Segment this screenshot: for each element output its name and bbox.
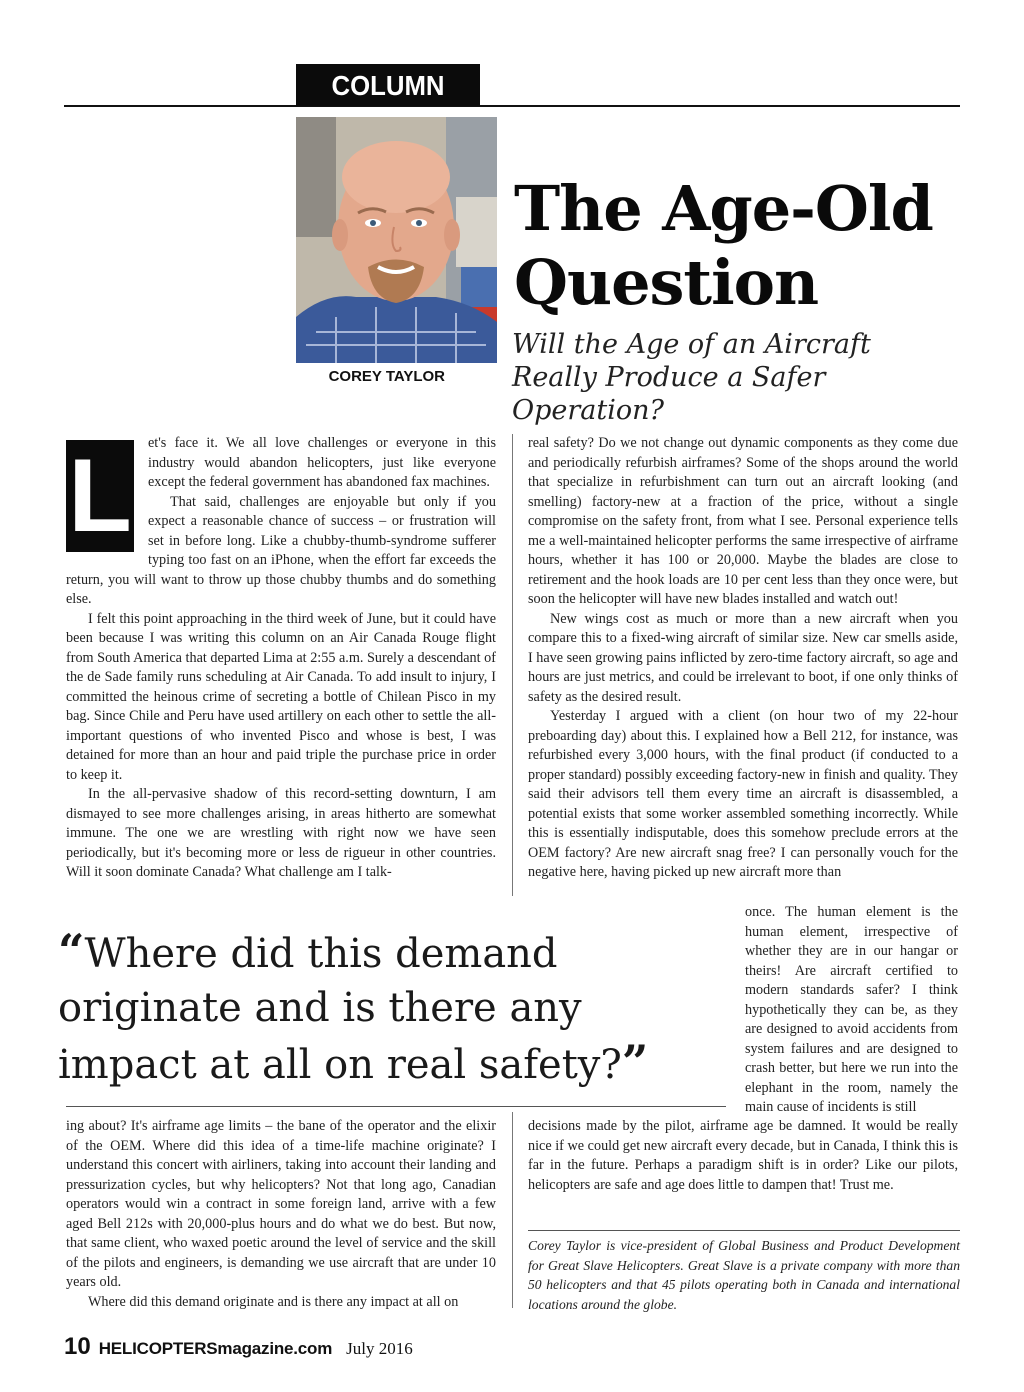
paragraph: In the all-pervasive shadow of this record-setting downturn, I am dismayed to see more challenges arising, in areas hitherto are somewhat immune. The one we are wrestling with right now we have seen periodically, but it's becoming more or less de rigueur in other countries. Will it soon dominate Canada? What challenge am I talk- bbox=[66, 786, 496, 880]
close-quote-mark: ” bbox=[621, 1035, 649, 1089]
column-divider-top bbox=[512, 434, 513, 896]
pull-quote-text: Where did this demand originate and is there any impact at all on real safety? bbox=[58, 931, 622, 1088]
author-portrait-icon bbox=[296, 117, 497, 363]
author-photo bbox=[296, 117, 497, 363]
body-column-left-top bbox=[66, 434, 496, 883]
paragraph: ing about? It's airframe age limits – the bane of the operator and the elixir of the OEM. Where did this idea of a time-life machine originate? I understand this concert with airliners, taking into account their landing and pressurization cycles, but why helicopters? Not that long ago, Canadian operators would win a contract in some foreign land, arrive with a few aged Bell 212s with 20,000-plus hours and do what we do best. But now, that same client, who waxed poetic around the level of service and the skill of the pilots and engineers, is demanding we use aircraft that are under 10 years old. bbox=[66, 1118, 496, 1290]
pull-quote-rule bbox=[66, 1106, 726, 1107]
drop-cap: L bbox=[66, 440, 134, 552]
paragraph: decisions made by the pilot, airframe age be damned. It would be really nice if we could get new aircraft every decade, but in Canada, I think this is far in the future. Perhaps a paradigm shift is in order? Like our pilots, helicopters are safe and age does little to dampen that! Trust me. bbox=[528, 1118, 958, 1193]
pull-quote bbox=[58, 924, 718, 1092]
bio-rule bbox=[528, 1230, 960, 1231]
paragraph: et's face it. We all love challenges or everyone in this industry would abandon helicopters, just like everyone except the federal government has abandoned fax machines. bbox=[148, 435, 496, 490]
article-subtitle: Will the Age of an Aircraft Really Produce a Safer Operation? bbox=[512, 329, 871, 426]
paragraph: I felt this point approaching in the third week of June, but it could have been because I was writing this column on an Air Canada Rouge flight from South America that departed Lima at 2:55 a.m. Surely a descendant of the de Sade family runs scheduling at Air Canada. To add insult to injury, I committed the heinous crime of secreting a bottle of Chilean Pisco in my bag. Since Chile and Peru have used artillery on each other to settle the all-important questions of who invented Pisco and whose is best, I was detained for more than an hour and paid triple the purchase price in order to keep it. bbox=[66, 610, 496, 783]
body-column-right-bottom bbox=[528, 1117, 958, 1195]
body-column-left-bottom bbox=[66, 1117, 496, 1312]
issue-date: July 2016 bbox=[346, 1339, 413, 1358]
body-column-right-narrow bbox=[745, 903, 958, 1118]
magazine-site: HELICOPTERSmagazine.com bbox=[98, 1339, 333, 1358]
paragraph: New wings cost as much or more than a new aircraft when you compare this to a fixed-wing aircraft of similar size. New car smells aside, I have seen growing pains inflicted by zero-time factory aircraft, so age and hours are just metrics, and could be irrelevant to boot, if one only thinks of safety as the desired result. bbox=[528, 610, 958, 705]
open-quote-mark: “ bbox=[58, 924, 85, 978]
page-number: 10 bbox=[64, 1333, 91, 1360]
paragraph: That said, challenges are enjoyable but only if you expect a reasonable chance of success – or frustration will set in before long. Like a chubby-thumb-syndrome sufferer typing too fast on an iPhone, when the effort far exceeds the return, you will want to throw up those chubby thumbs and do something else. bbox=[66, 493, 496, 607]
paragraph: Where did this demand originate and is there any impact at all on bbox=[88, 1293, 459, 1310]
page-footer bbox=[64, 1333, 413, 1367]
header-rule bbox=[64, 105, 960, 107]
column-divider-bottom bbox=[512, 1112, 513, 1308]
body-column-right-top bbox=[528, 434, 958, 883]
author-bio: Corey Taylor is vice-president of Global Business and Product Development for Great Slave Helicopters. Great Slave is a private company with more than 50 helicopters and that 45 pilots operating both in Canada and international locations around the globe. bbox=[528, 1238, 960, 1312]
author-byline: COREY TAYLOR bbox=[328, 368, 445, 385]
paragraph: once. The human element is the human element, irrespective of whether they are in our hangar or theirs! Are aircraft certified to modern standards safer? I think hypothetically they can be, as they are designed to avoid accidents from system failures and are designed to crash better, but here we run into the elephant in the room, namely the main cause of incidents is still bbox=[745, 904, 958, 1115]
article-title: The Age-Old Question bbox=[514, 172, 933, 319]
paragraph: real safety? Do we not change out dynamic components as they come due and periodically refurbish airframes? Some of the shops around the world that specialize in refurbishment can turn out an aircraft looking (and smelling) factory-new at a fraction of the price, without a single compromise on the safety front, from what I see. Personal experience tells me a well-maintained helicopter performs the same irrespective of airframe hours, whether it has 100 or 20,000. Maybe the blades are close to retirement and the hook loads are 10 per cent less than they once were, but soon the helicopter will have new blades installed and watch out! bbox=[528, 435, 958, 607]
section-tag: COLUMN bbox=[296, 64, 480, 106]
paragraph: Yesterday I argued with a client (on hour two of my 22-hour preboarding day) about this. I explained how a Bell 212, for instance, was refurbished every 3,000 hours, with the final product (if conducted to a proper standard) possibly exceeding factory-new in finish and quality. They said their advisors tell them every time an aircraft is disassembled, a potential exists that some worker assembled something incorrectly. While this is essentially indisputable, does this somehow preclude errors at the OEM factory? Are new aircraft snag free? I can personally vouch for the negative here, having picked up new aircraft more than bbox=[528, 708, 958, 880]
